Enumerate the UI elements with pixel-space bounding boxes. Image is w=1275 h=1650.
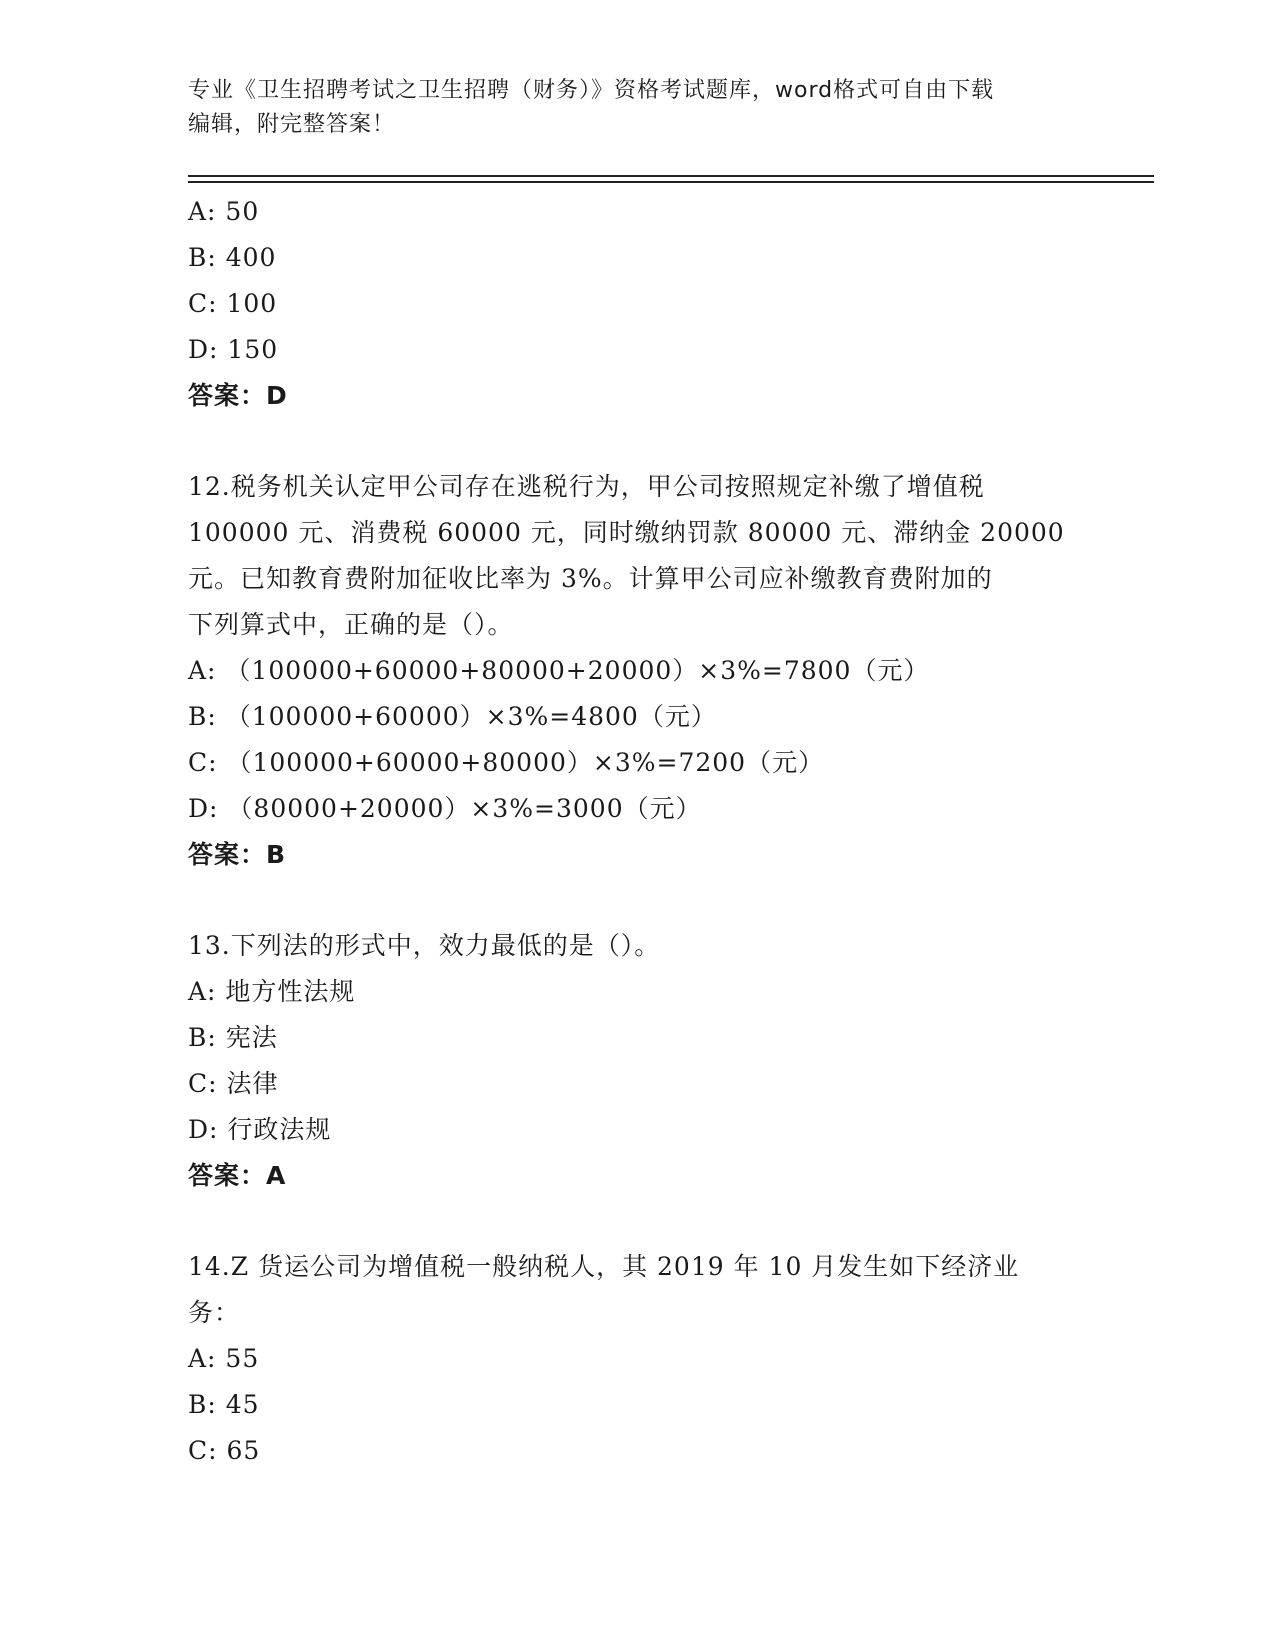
option-a: A: 50 — [188, 197, 260, 226]
option-d: D: 150 — [188, 335, 279, 364]
question-text-line: 14.Z 货运公司为增值税一般纳税人，其 2019 年 10 月发生如下经济业 — [188, 1252, 1020, 1281]
option-a: A: （100000+60000+80000+20000）×3%=7800（元） — [188, 656, 930, 685]
header-rule-bottom — [188, 181, 1154, 183]
header-line-1: 专业《卫生招聘考试之卫生招聘（财务）》资格考试题库，word格式可自由下载 — [188, 78, 995, 103]
answer-line: 答案：B — [188, 840, 287, 869]
option-a: A: 地方性法规 — [188, 977, 356, 1006]
option-c: C: （100000+60000+80000）×3%=7200（元） — [188, 748, 825, 777]
option-c: C: 100 — [188, 289, 278, 318]
option-c: C: 65 — [188, 1436, 261, 1465]
option-b: B: （100000+60000）×3%=4800（元） — [188, 702, 717, 731]
header-line-2: 编辑，附完整答案！ — [188, 112, 396, 137]
document-header — [188, 74, 1068, 142]
question-text-line: 元。已知教育费附加征收比率为 3%。计算甲公司应补缴教育费附加的 — [188, 564, 993, 593]
question-11 — [188, 189, 1088, 419]
question-text-line: 100000 元、消费税 60000 元，同时缴纳罚款 80000 元、滞纳金 20000 — [188, 518, 1065, 547]
question-13 — [188, 923, 1088, 1199]
option-c: C: 法律 — [188, 1069, 279, 1098]
question-14 — [188, 1244, 1088, 1474]
answer-line: 答案：D — [188, 381, 288, 410]
option-b: B: 宪法 — [188, 1023, 278, 1052]
question-list — [188, 189, 1088, 1474]
question-text-line: 务： — [188, 1298, 241, 1327]
option-b: B: 400 — [188, 243, 277, 272]
header-rule-top — [188, 175, 1154, 177]
question-12 — [188, 464, 1088, 878]
question-text-line: 13.下列法的形式中，效力最低的是（）。 — [188, 931, 661, 960]
option-b: B: 45 — [188, 1390, 260, 1419]
question-text-line: 下列算式中，正确的是（）。 — [188, 610, 514, 639]
option-d: D: （80000+20000）×3%=3000（元） — [188, 794, 702, 823]
answer-line: 答案：A — [188, 1161, 287, 1190]
question-text-line: 12.税务机关认定甲公司存在逃税行为，甲公司按照规定补缴了增值税 — [188, 472, 985, 501]
option-d: D: 行政法规 — [188, 1115, 332, 1144]
option-a: A: 55 — [188, 1344, 260, 1373]
